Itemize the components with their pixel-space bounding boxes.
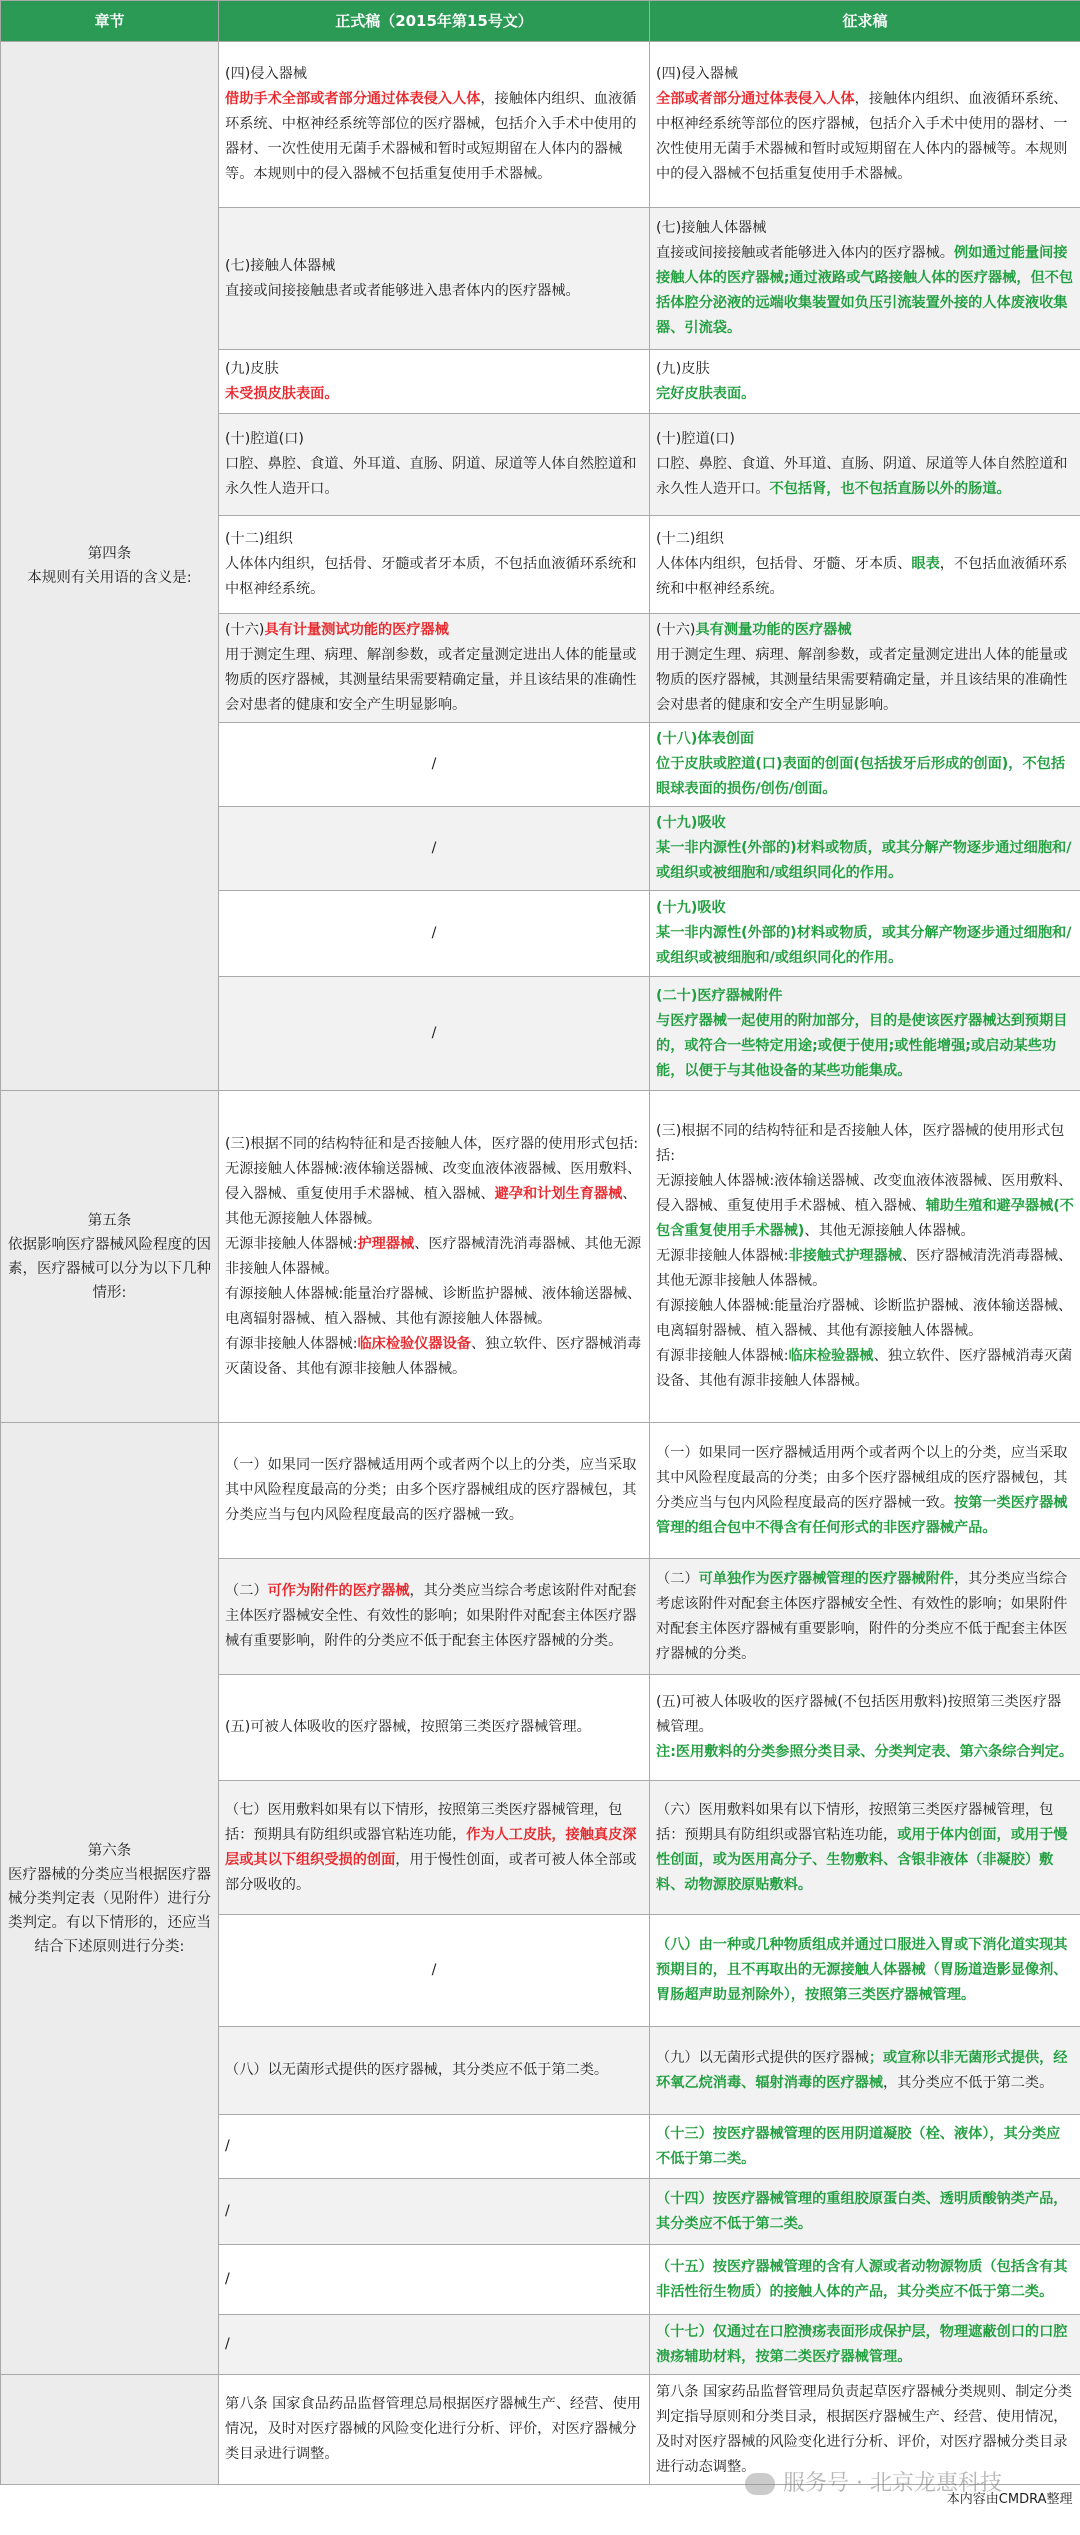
text-run: 有源接触人体器械:能量治疗器械、诊断监护器械、液体输送器械、电离辐射器械、植入器械、其他有源接触人体器械。 (225, 1285, 642, 1327)
text-run: 、其他无源接触人体器械。 (804, 1223, 975, 1239)
table-header-row (1, 1, 1080, 42)
official-cell-empty (219, 807, 650, 891)
text-run: ，其分类应不低于第二类。 (883, 2074, 1054, 2091)
changed-text: 非接触式护理器械 (788, 1248, 902, 1264)
text-run: ，其分类应当综合考虑该附件对配套主体医疗器械安全性、有效性的影响；如果附件对配套主体医疗器械有重要影响，附件的分类应不低于配套主体医疗器械的分类。 (656, 1570, 1068, 1662)
text-run: 口腔、鼻腔、食道、外耳道、直肠、阴道、尿道等人体自然腔道和永久性人造开口。 (656, 456, 1068, 497)
official-cell (219, 2027, 650, 2115)
removed-text: 临床检验仪器设备 (357, 1335, 471, 1352)
official-cell (219, 350, 650, 414)
changed-text: 某一非内源性(外部的)材料或物质，或其分解产物逐步通过细胞和/或组织或被细胞和/或组织同化的作用。 (656, 925, 1072, 966)
text-run: 直接或间接接触或者能够进入体内的医疗器械。 (656, 245, 954, 261)
text-run: 直接或间接接触患者或者能够进入患者体内的医疗器械。 (225, 282, 580, 299)
text-run: (十二)组织 (225, 531, 293, 547)
official-cell-empty (219, 2115, 650, 2179)
official-cell (219, 516, 650, 614)
text-run: （一）如果同一医疗器械适用两个或者两个以上的分类，应当采取其中风险程度最高的分类；由多个医疗器械组成的医疗器械包，其分类应当与包内风险程度最高的医疗器械一致。 (225, 1457, 637, 1523)
changed-text: 或用于体内创面，或用于慢性创面，或为医用高分子、生物敷料、含银非液体（非凝胶）敷料、动物源胶原贴敷料。 (656, 1826, 1068, 1893)
text-run: (五)可被人体吸收的医疗器械，按照第三类医疗器械管理。 (225, 1719, 591, 1735)
text-run: ，不包括血液循环系统和中枢神经系统。 (656, 556, 1068, 597)
text-run: (十)腔道(口) (225, 431, 304, 447)
official-cell-empty (219, 977, 650, 1091)
changed-text: 可单独作为医疗器械管理的医疗器械附件 (698, 1570, 954, 1587)
table-row (1, 42, 1080, 208)
removed-text: 具有计量测试功能的医疗器械 (264, 622, 449, 638)
text-run: 人体体内组织，包括骨、牙髓、牙本质、 (656, 556, 912, 572)
draft-cell (650, 1675, 1080, 1781)
changed-text: 眼表 (911, 556, 940, 572)
text-run: 第八条 国家药品监督管理局负责起草医疗器械分类规则、制定分类判定指导原则和分类目录，根据医疗器械生产、经营、使用情况，及时对医疗器械的风险变化进行分析、评价，对医疗器械分类目录进行动态调整。 (656, 2383, 1072, 2475)
text-run: / (431, 756, 437, 772)
draft-cell (650, 1091, 1080, 1423)
section-article-4 (1, 42, 219, 1091)
draft-cell (650, 1559, 1080, 1675)
section-article-5 (1, 1091, 219, 1423)
official-cell-empty (219, 2179, 650, 2245)
text-run: (四)侵入器械 (225, 66, 308, 82)
header-chapter: 章节 (1, 1, 219, 42)
header-consultation-draft: 征求稿 (650, 1, 1080, 42)
draft-cell (650, 723, 1080, 807)
text-run: 、独立软件、医疗器械消毒灭菌设备、其他有源非接触人体器械。 (225, 1335, 642, 1377)
removed-text: 作为人工皮肤，接触真皮深层或其以下组织受损的创面 (225, 1826, 637, 1868)
text-run: (四)侵入器械 (656, 66, 739, 82)
changed-text: 某一非内源性(外部的)材料或物质，或其分解产物逐步通过细胞和/或组织或被细胞和/或组织同化的作用。 (656, 840, 1072, 881)
official-cell (219, 2375, 650, 2485)
text-run: 用于测定生理、病理、解剖参数，或者定量测定进出人体的能量或物质的医疗器械，其测量结果需要精确定量，并且该结果的准确性会对患者的健康和安全产生明显影响。 (225, 647, 637, 713)
text-run: 无源非接触人体器械: (225, 1235, 358, 1252)
text-run: 口腔、鼻腔、食道、外耳道、直肠、阴道、尿道等人体自然腔道和永久性人造开口。 (225, 456, 637, 497)
official-cell (219, 42, 650, 208)
changed-text: 注:医用敷料的分类参照分类目录、分类判定表、第六条综合判定。 (656, 1744, 1074, 1760)
draft-cell (650, 2027, 1080, 2115)
text-run: 无源非接触人体器械: (656, 1248, 789, 1264)
draft-cell (650, 2315, 1080, 2375)
text-run: 无源接触人体器械:液体输送器械、改变血液体液器械、医用敷料、侵入器械、重复使用手术器械、植入器械、 (225, 1160, 642, 1202)
watermark (745, 2466, 1002, 2497)
text-run: (七)接触人体器械 (225, 257, 336, 274)
changed-text: （八）由一种或几种物质组成并通过口服进入胃或下消化道实现其预期目的，且不再取出的无源接触人体器械（胃肠道造影显像剂、胃肠超声助显剂除外），按照第三类医疗器械管理。 (656, 1937, 1068, 2003)
text-run: 、其他无源接触人体器械。 (225, 1185, 637, 1227)
section-title: 第四条 (87, 546, 132, 562)
draft-cell (650, 2115, 1080, 2179)
official-cell-empty (219, 2315, 650, 2375)
section-description: 医疗器械的分类应当根据医疗器械分类判定表（见附件）进行分类判定。有以下情形的，还应当结合下述原则进行分类: (8, 1866, 211, 1955)
official-cell-empty (219, 1915, 650, 2027)
text-run: (十)腔道(口) (656, 431, 735, 447)
text-run: (九)皮肤 (656, 360, 710, 377)
text-run: （七）医用敷料如果有以下情形，按照第三类医疗器械管理，包括：预期具有防组织或器官粘连功能， (225, 1801, 623, 1843)
changed-text: （十四）按医疗器械管理的重组胶原蛋白类、透明质酸钠类产品，其分类应不低于第二类。 (656, 2190, 1068, 2232)
text-run: ，接触体内组织、血液循环系统、中枢神经系统等部位的医疗器械，包括介入手术中使用的器材、一次性使用无菌手术器械和暂时或短期留在人体内的器械等。本规则中的侵入器械不包括重复使用手术器械。 (225, 91, 637, 182)
watermark-text: 服务号 · 北京龙惠科技 (783, 2471, 1002, 2496)
section-article-8 (1, 2375, 219, 2485)
official-cell (219, 1675, 650, 1781)
header-official-draft: 正式稿（2015年第15号文） (219, 1, 650, 42)
draft-cell (650, 414, 1080, 516)
changed-text: 与医疗器械一起使用的附加部分，目的是使该医疗器械达到预期目的，或符合一些特定用途;或便于使用;或性能增强;或启动某些功能，以便于与其他设备的某些功能集成。 (656, 1012, 1068, 1079)
changed-text: （十七）仅通过在口腔溃疡表面形成保护层，物理遮蔽创口的口腔溃疡辅助材料，按第二类医疗器械管理。 (656, 2323, 1068, 2365)
removed-text: 可作为附件的医疗器械 (267, 1583, 410, 1599)
text-run: (十六) (656, 622, 696, 638)
draft-cell (650, 516, 1080, 614)
draft-cell (650, 208, 1080, 350)
draft-cell (650, 2245, 1080, 2315)
changed-text: 例如通过能量间接接触人体的医疗器械;通过液路或气路接触人体的医疗器械，但不包括体腔分泌液的远端收集装置如负压引流装置外接的人体废液收集器、引流袋。 (656, 245, 1074, 336)
draft-cell (650, 1781, 1080, 1915)
removed-text: 护理器械 (357, 1235, 415, 1252)
draft-cell (650, 1915, 1080, 2027)
removed-text: 避孕和计划生育器械 (494, 1185, 623, 1202)
draft-cell (650, 2179, 1080, 2245)
removed-text: 未受损皮肤表面。 (225, 385, 339, 402)
text-run: （六）医用敷料如果有以下情形，按照第三类医疗器械管理，包括：预期具有防组织或器官粘连功能， (656, 1801, 1054, 1843)
section-description: 本规则有关用语的含义是: (27, 570, 192, 586)
official-cell (219, 614, 650, 723)
changed-text: （十五）按医疗器械管理的含有人源或者动物源物质（包括含有其非活性衍生物质）的接触人体的产品，其分类应不低于第二类。 (656, 2258, 1068, 2300)
changed-text: (十八)体表创面 (656, 731, 755, 747)
draft-cell (650, 1423, 1080, 1559)
draft-cell (650, 891, 1080, 977)
text-run: (三)根据不同的结构特征和是否接触人体，医疗器的使用形式包括: (225, 1135, 639, 1152)
changed-text: 按第一类医疗器械管理的组合包中不得含有任何形式的非医疗器械产品。 (656, 1494, 1068, 1536)
changed-text: 临床检验器械 (788, 1348, 874, 1364)
text-run: (五)可被人体吸收的医疗器械(不包括医用敷料)按照第三类医疗器械管理。 (656, 1694, 1062, 1735)
draft-cell (650, 977, 1080, 1091)
text-run: ，其分类应当综合考虑该附件对配套主体医疗器械安全性、有效性的影响；如果附件对配套主体医疗器械有重要影响，附件的分类应不低于配套主体医疗器械的分类。 (225, 1583, 637, 1649)
text-run: （二） (656, 1570, 699, 1587)
official-cell (219, 414, 650, 516)
text-run: （一）如果同一医疗器械适用两个或者两个以上的分类，应当采取其中风险程度最高的分类；由多个医疗器械组成的医疗器械包，其分类应当与包内风险程度最高的医疗器械一致。 (656, 1444, 1068, 1511)
changed-text: 不包括肾，也不包括直肠以外的肠道。 (769, 481, 1011, 497)
table-row (1, 1091, 1080, 1423)
section-title: 第五条 (87, 1212, 132, 1229)
text-run: 第八条 国家食品药品监督管理总局根据医疗器械生产、经营、使用情况，及时对医疗器械的风险变化进行分析、评价，对医疗器械分类目录进行调整。 (225, 2396, 641, 2462)
text-run: / (225, 2138, 230, 2154)
changed-text: 位于皮肤或腔道(口)表面的创面(包括拔牙后形成的创面)，不包括眼球表面的损伤/创伤/创面。 (656, 756, 1066, 797)
text-run: 、独立软件、医疗器械消毒灭菌设备、其他有源非接触人体器械。 (656, 1348, 1073, 1389)
changed-text: ；或宣称以非无菌形式提供，经环氧乙烷消毒、辐射消毒的医疗器械 (656, 2049, 1068, 2091)
draft-cell (650, 807, 1080, 891)
text-run: 有源非接触人体器械: (225, 1335, 358, 1352)
changed-text: 完好皮肤表面。 (656, 385, 756, 402)
text-run: / (431, 1962, 437, 1978)
text-run: / (431, 1025, 437, 1041)
changed-text: (十九)吸收 (656, 815, 726, 831)
text-run: 有源非接触人体器械: (656, 1348, 789, 1364)
text-run: (三)根据不同的结构特征和是否接触人体，医疗器械的使用形式包括: (656, 1123, 1065, 1164)
official-cell-empty (219, 723, 650, 807)
changed-text: (二十)医疗器械附件 (656, 987, 783, 1004)
official-cell-empty (219, 891, 650, 977)
official-cell (219, 208, 650, 350)
draft-cell (650, 42, 1080, 208)
changed-text: 辅助生殖和避孕器械(不包含重复使用手术器械) (656, 1198, 1074, 1239)
source-note: 本内容由CMDRA整理 (946, 2491, 1073, 2507)
text-run: / (225, 2203, 230, 2219)
changed-text: （十三）按医疗器械管理的医用阴道凝胶（栓、液体），其分类应不低于第二类。 (656, 2125, 1061, 2167)
removed-text: 全部或者部分通过体表侵入人体 (656, 91, 855, 107)
section-description: 依据影响医疗器械风险程度的因素，医疗器械可以分为以下几种情形: (8, 1236, 211, 1301)
text-run: 人体体内组织，包括骨、牙髓或者牙本质，不包括血液循环系统和中枢神经系统。 (225, 556, 637, 597)
text-run: (九)皮肤 (225, 360, 279, 377)
section-title: 第六条 (87, 1842, 132, 1859)
changed-text: (十九)吸收 (656, 900, 726, 916)
changed-text: 具有测量功能的医疗器械 (695, 622, 852, 638)
text-run: 用于测定生理、病理、解剖参数，或者定量测定进出人体的能量或物质的医疗器械，其测量结果需要精确定量，并且该结果的准确性会对患者的健康和安全产生明显影响。 (656, 647, 1068, 713)
text-run: 、医疗器械清洗消毒器械、其他无源非接触人体器械。 (225, 1235, 642, 1277)
text-run: / (225, 2336, 230, 2352)
text-run: (十六) (225, 622, 265, 638)
text-run: (七)接触人体器械 (656, 220, 767, 236)
text-run: / (431, 925, 437, 941)
official-cell-empty (219, 2245, 650, 2315)
draft-cell (650, 350, 1080, 414)
text-run: ，接触体内组织、血液循环系统、中枢神经系统等部位的医疗器械，包括介入手术中使用的器材、一次性使用无菌手术器械和暂时或短期留在人体内的器械等。本规则中的侵入器械不包括重复使用手术器械。 (656, 91, 1068, 182)
draft-cell (650, 614, 1080, 723)
official-cell (219, 1423, 650, 1559)
text-run: （九）以无菌形式提供的医疗器械 (656, 2049, 869, 2066)
removed-text: 借助手术全部或者部分通过体表侵入人体 (225, 91, 481, 107)
text-run: / (225, 2271, 230, 2287)
text-run: 无源接触人体器械:液体输送器械、改变血液体液器械、医用敷料、侵入器械、重复使用手术器械、植入器械、 (656, 1173, 1073, 1214)
wechat-icon (745, 2473, 775, 2495)
table-row (1, 1423, 1080, 1559)
section-article-6 (1, 1423, 219, 2375)
text-run: 、医疗器械清洗消毒器械、其他无源非接触人体器械。 (656, 1248, 1073, 1289)
official-cell (219, 1091, 650, 1423)
text-run: (十二)组织 (656, 531, 724, 547)
text-run: ，用于慢性创面，或者可被人体全部或部分吸收的。 (225, 1851, 637, 1893)
text-run: （二） (225, 1583, 268, 1599)
text-run: 有源接触人体器械:能量治疗器械、诊断监护器械、液体输送器械、电离辐射器械、植入器械、其他有源接触人体器械。 (656, 1298, 1073, 1339)
text-run: （八）以无菌形式提供的医疗器械，其分类应不低于第二类。 (225, 2062, 609, 2078)
text-run: / (431, 840, 437, 856)
official-cell (219, 1559, 650, 1675)
official-cell (219, 1781, 650, 1915)
